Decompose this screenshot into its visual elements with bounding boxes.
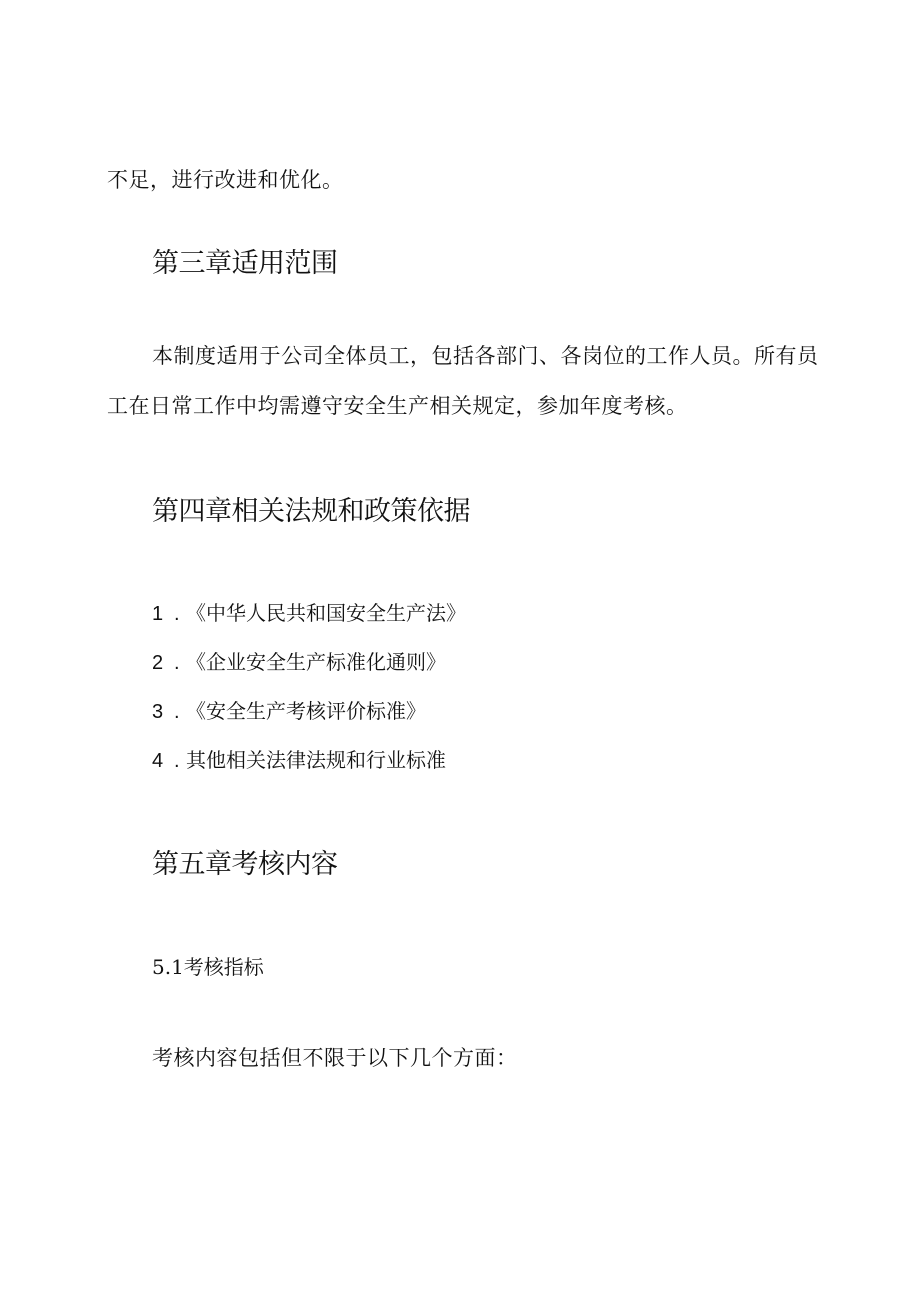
list-item-number: 4: [152, 750, 164, 772]
list-item-text: 《安全生产考核评价标准》: [186, 699, 426, 723]
section-5-1-title: 5.1考核指标: [152, 955, 264, 979]
chapter3-paragraph-line2: 工在日常工作中均需遵守安全生产相关规定，参加年度考核。: [107, 394, 688, 418]
continuation-text: 不足，进行改进和优化。: [107, 168, 344, 192]
list-item-text: 《企业安全生产标准化通则》: [186, 650, 446, 674]
list-item-dot: .: [174, 603, 180, 625]
chapter5-title: 第五章考核内容: [152, 849, 338, 880]
list-item-text: 《中华人民共和国安全生产法》: [186, 601, 466, 625]
chapter3-paragraph-line1: 本制度适用于公司全体员工，包括各部门、各岗位的工作人员。所有员: [152, 344, 819, 368]
chapter3-title: 第三章适用范围: [152, 248, 338, 279]
list-item-dot: .: [174, 701, 180, 723]
list-item-dot: .: [174, 750, 180, 772]
regulation-list-item: [152, 646, 446, 679]
regulation-list-item: [152, 695, 426, 728]
chapter4-title: 第四章相关法规和政策依据: [152, 496, 470, 527]
chapter5-intro: 考核内容包括但不限于以下几个方面：: [152, 1046, 518, 1070]
regulation-list-item: [152, 597, 466, 630]
list-item-dot: .: [174, 652, 180, 674]
list-item-text: 其他相关法律法规和行业标准: [186, 748, 446, 772]
regulation-list-item: [152, 744, 446, 777]
list-item-number: 1: [152, 603, 164, 625]
list-item-number: 2: [152, 652, 164, 674]
list-item-number: 3: [152, 701, 164, 723]
